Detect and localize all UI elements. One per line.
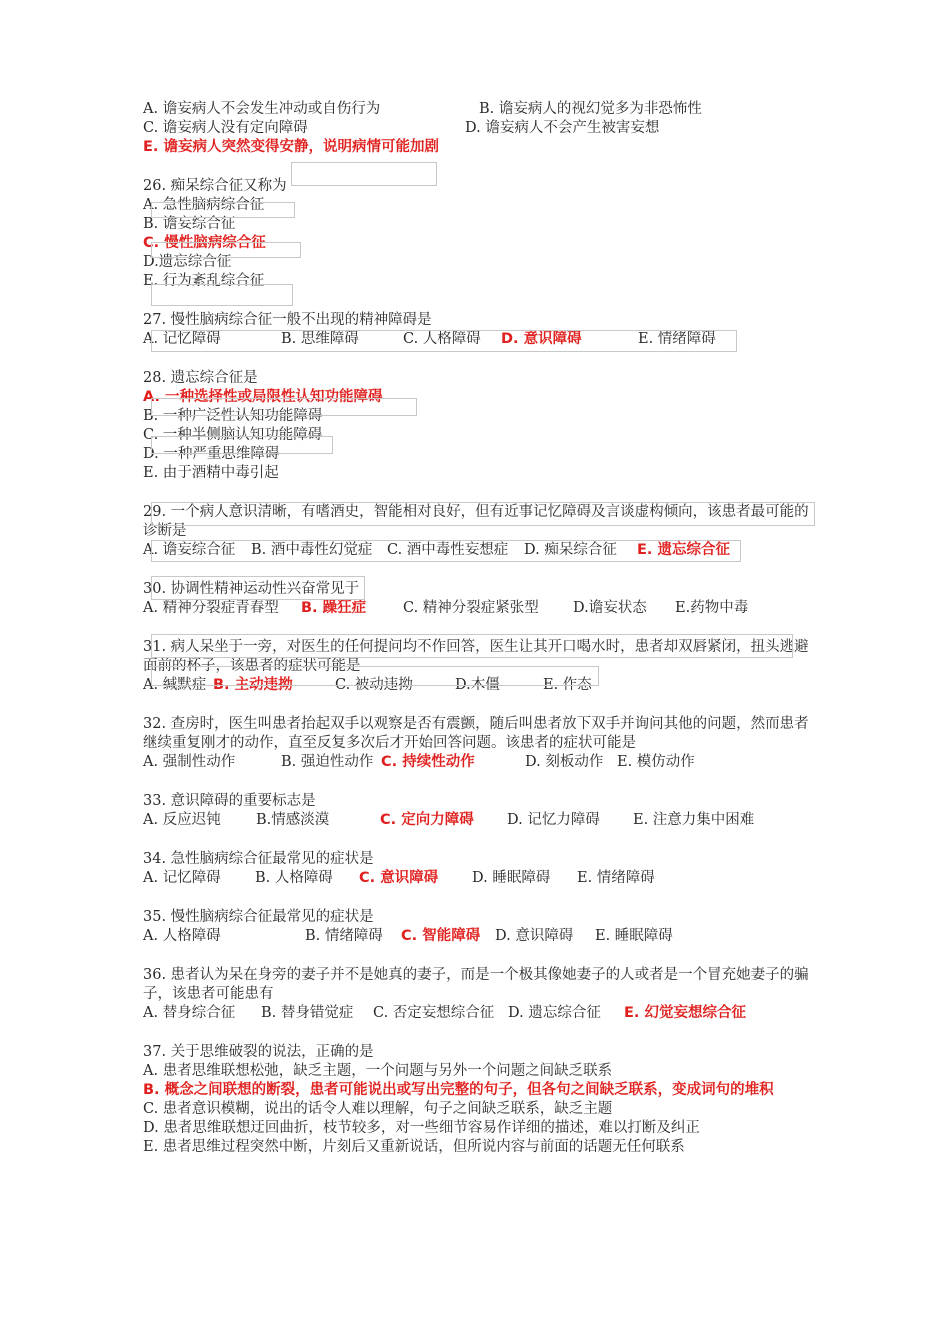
q30-answer: B. 躁狂症 bbox=[301, 600, 367, 616]
q27-option-c: C. 人格障碍 bbox=[403, 331, 481, 347]
q27-answer: D. 意识障碍 bbox=[501, 331, 582, 347]
q30-option-c: C. 精神分裂症紧张型 bbox=[403, 600, 539, 616]
q33-stem: 33. 意识障碍的重要标志是 bbox=[143, 793, 316, 809]
q32-option-d: D. 刻板动作 bbox=[525, 754, 604, 770]
q26-option-d: D.遗忘综合征 bbox=[143, 254, 232, 270]
q28-option-e: E. 由于酒精中毒引起 bbox=[143, 465, 279, 481]
q36-options bbox=[143, 1004, 823, 1023]
q27-options bbox=[143, 330, 823, 349]
q32-option-a: A. 强制性动作 bbox=[143, 754, 236, 770]
q31-answer: B. 主动违拗 bbox=[213, 677, 293, 693]
q28-stem: 28. 遗忘综合征是 bbox=[143, 370, 258, 386]
q36-option-c: C. 否定妄想综合征 bbox=[373, 1005, 495, 1021]
q29-stem: 29. 一个病人意识清晰，有嗜酒史，智能相对良好，但有近事记忆障碍及言谈虚构倾向，该患者最可能的诊断是 bbox=[143, 504, 809, 539]
q32-option-b: B. 强迫性动作 bbox=[281, 754, 374, 770]
q27-option-e: E. 情绪障碍 bbox=[638, 331, 716, 347]
q27-option-b: B. 思维障碍 bbox=[281, 331, 359, 347]
q30-options bbox=[143, 599, 823, 618]
q37-answer: B. 概念之间联想的断裂，患者可能说出或写出完整的句子，但各句之间缺乏联系，变成词句的堆积 bbox=[143, 1082, 774, 1098]
q31-option-e: E. 作态 bbox=[543, 677, 592, 693]
q36-option-b: B. 替身错觉症 bbox=[261, 1005, 354, 1021]
q32-stem: 32. 查房时，医生叫患者抬起双手以观察是否有震颤，随后叫患者放下双手并询问其他的问题，然而患者继续重复刚才的动作，直至反复多次后才开始回答问题。该患者的症状可能是 bbox=[143, 716, 809, 751]
q26-option-e: E. 行为紊乱综合征 bbox=[143, 273, 265, 289]
q29-option-c: C. 酒中毒性妄想症 bbox=[387, 542, 509, 558]
document-page bbox=[143, 100, 823, 1157]
q26-stem: 26. 痴呆综合征又称为 bbox=[143, 178, 287, 194]
q29-answer: E. 遗忘综合征 bbox=[637, 542, 730, 558]
q31-option-c: C. 被动违拗 bbox=[335, 677, 413, 693]
q25-row2 bbox=[143, 119, 823, 138]
q35-stem: 35. 慢性脑病综合征最常见的症状是 bbox=[143, 909, 374, 925]
q25-option-d: D. 谵妄病人不会产生被害妄想 bbox=[465, 120, 660, 136]
q30-option-e: E.药物中毒 bbox=[675, 600, 749, 616]
q30-option-a: A. 精神分裂症青春型 bbox=[143, 600, 279, 616]
q33-option-d: D. 记忆力障碍 bbox=[507, 812, 600, 828]
q27-option-a: A. 记忆障碍 bbox=[143, 331, 221, 347]
q33-answer: C. 定向力障碍 bbox=[380, 812, 474, 828]
q31-stem: 31. 病人呆坐于一旁，对医生的任何提问均不作回答，医生让其开口喝水时，患者却双唇紧闭，扭头逃避面前的杯子，该患者的症状可能是 bbox=[143, 639, 809, 674]
q33-option-e: E. 注意力集中困难 bbox=[633, 812, 755, 828]
q32-options bbox=[143, 753, 823, 772]
q28-option-d: D. 一种严重思维障碍 bbox=[143, 446, 280, 462]
q35-options bbox=[143, 927, 823, 946]
q32-answer: C. 持续性动作 bbox=[381, 754, 475, 770]
q26-option-b: B. 谵妄综合征 bbox=[143, 216, 236, 232]
q31-options bbox=[143, 676, 823, 695]
q25-option-e bbox=[143, 138, 823, 157]
q29-option-b: B. 酒中毒性幻觉症 bbox=[251, 542, 373, 558]
q37-stem: 37. 关于思维破裂的说法，正确的是 bbox=[143, 1044, 374, 1060]
q34-options bbox=[143, 869, 823, 888]
q29-option-a: A. 谵妄综合征 bbox=[143, 542, 236, 558]
q33-options bbox=[143, 811, 823, 830]
q35-option-a: A. 人格障碍 bbox=[143, 928, 221, 944]
q28-option-b: B. 一种广泛性认知功能障碍 bbox=[143, 408, 323, 424]
q35-option-b: B. 情绪障碍 bbox=[305, 928, 383, 944]
q27-stem: 27. 慢性脑病综合征一般不出现的精神障碍是 bbox=[143, 312, 432, 328]
q35-option-e: E. 睡眠障碍 bbox=[595, 928, 673, 944]
q29-option-d: D. 痴呆综合征 bbox=[524, 542, 617, 558]
q36-answer: E. 幻觉妄想综合征 bbox=[624, 1005, 746, 1021]
q30-stem: 30. 协调性精神运动性兴奋常见于 bbox=[143, 581, 360, 597]
q37-option-d: D. 患者思维联想迂回曲折，枝节较多，对一些细节容易作详细的描述，难以打断及纠正 bbox=[143, 1120, 700, 1136]
q34-option-a: A. 记忆障碍 bbox=[143, 870, 221, 886]
q37-option-a: A. 患者思维联想松弛，缺乏主题，一个问题与另外一个问题之间缺乏联系 bbox=[143, 1063, 613, 1079]
q31-option-a: A. 缄默症 bbox=[143, 677, 207, 693]
q36-stem: 36. 患者认为呆在身旁的妻子并不是她真的妻子，而是一个极其像她妻子的人或者是一个冒充她妻子的骗子，该患者可能患有 bbox=[143, 967, 809, 1002]
q25-option-c: C. 谵妄病人没有定向障碍 bbox=[143, 120, 308, 136]
q25-answer: E. 谵妄病人突然变得安静，说明病情可能加剧 bbox=[143, 139, 439, 155]
q34-option-e: E. 情绪障碍 bbox=[577, 870, 655, 886]
q31-option-d: D.木僵 bbox=[455, 677, 500, 693]
q26-option-a: A. 急性脑病综合征 bbox=[143, 197, 265, 213]
q36-option-d: D. 遗忘综合征 bbox=[508, 1005, 601, 1021]
q29-options bbox=[143, 541, 823, 560]
q34-answer: C. 意识障碍 bbox=[359, 870, 439, 886]
q34-option-d: D. 睡眠障碍 bbox=[472, 870, 551, 886]
q34-stem: 34. 急性脑病综合征最常见的症状是 bbox=[143, 851, 374, 867]
q35-option-d: D. 意识障碍 bbox=[495, 928, 574, 944]
q35-answer: C. 智能障碍 bbox=[401, 928, 481, 944]
q26-answer: C. 慢性脑病综合征 bbox=[143, 235, 266, 251]
q25-option-a: A. 谵妄病人不会发生冲动或自伤行为 bbox=[143, 101, 381, 117]
q33-option-b: B.情感淡漠 bbox=[256, 812, 330, 828]
q32-option-e: E. 模仿动作 bbox=[617, 754, 695, 770]
q34-option-b: B. 人格障碍 bbox=[255, 870, 333, 886]
q33-option-a: A. 反应迟钝 bbox=[143, 812, 221, 828]
q36-option-a: A. 替身综合征 bbox=[143, 1005, 236, 1021]
q37-option-e: E. 患者思维过程突然中断，片刻后又重新说话，但所说内容与前面的话题无任何联系 bbox=[143, 1139, 685, 1155]
q25-option-b: B. 谵妄病人的视幻觉多为非恐怖性 bbox=[479, 101, 702, 117]
q25-row1 bbox=[143, 100, 823, 119]
q28-option-c: C. 一种半侧脑认知功能障碍 bbox=[143, 427, 323, 443]
q30-option-d: D.谵妄状态 bbox=[573, 600, 647, 616]
q37-option-c: C. 患者意识模糊，说出的话令人难以理解，句子之间缺乏联系，缺乏主题 bbox=[143, 1101, 613, 1117]
q28-answer: A. 一种选择性或局限性认知功能障碍 bbox=[143, 389, 383, 405]
